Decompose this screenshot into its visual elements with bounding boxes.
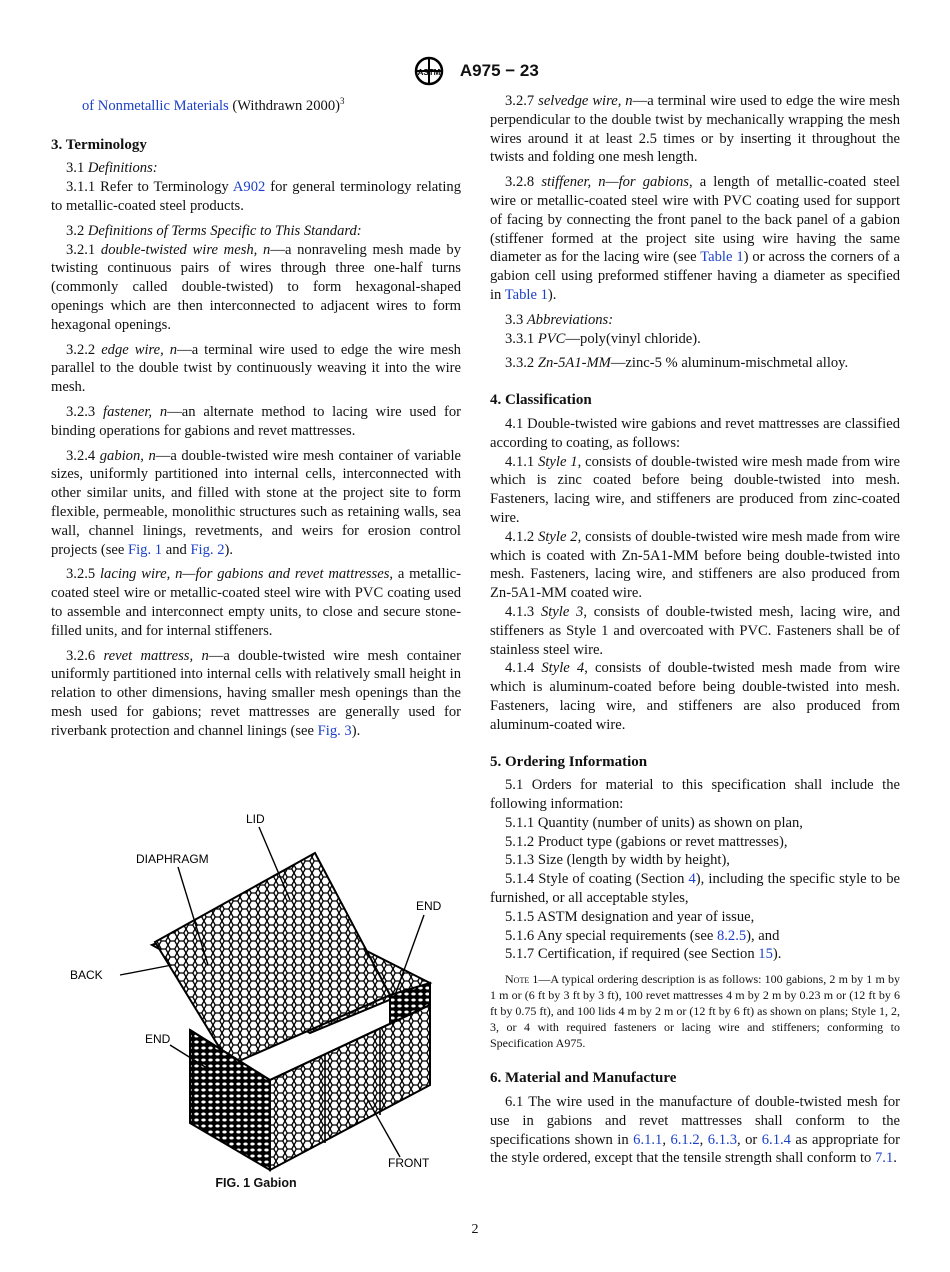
section-3-title: 3. Terminology [51, 136, 147, 153]
fig1-link[interactable]: Fig. 1 [128, 541, 163, 558]
para-3-1: 3.1 Definitions: [66, 160, 158, 177]
link-6-1-3[interactable]: 6.1.3 [707, 1131, 737, 1148]
para-4-1-2: 4.1.2 Style 2, consists of double-twisted wire mesh made from wire which is coated with Zn-5A1-MM before being double-twisted into mesh. Fasteners, lacing wire, and stiffeners are also produced from Zn-5A1-MM coated wire. [490, 528, 900, 602]
label-end-top: END [416, 899, 442, 913]
para-5-1-1: 5.1.1 Quantity (number of units) as shown on plan, [505, 814, 803, 831]
continued-reference: of Nonmetallic Materials (Withdrawn 2000)$^3$ [82, 96, 345, 114]
para-5-1: 5.1 Orders for material to this specification shall include the following information: [490, 777, 900, 813]
gabion-figure [60, 805, 460, 1200]
svg-text:ASTM: ASTM [417, 68, 441, 77]
para-3-1-1: 3.1.1 Refer to Terminology A902 for general terminology relating to metallic-coated steel products. [51, 179, 461, 215]
para-4-1-4: 4.1.4 Style 4, consists of double-twisted mesh made from wire which is aluminum-coated before being double-twisted into mesh. Fasteners, lacing wire, and stiffeners are also produced from aluminum-coated wire. [490, 660, 900, 733]
para-3-2-7: 3.2.7 selvedge wire, n—a terminal wire used to edge the wire mesh perpendicular to the double twist by mechanically wrapping the mesh wires around it at least 2.5 times or by inserting it throughout the twists and folding one mesh length. [490, 93, 900, 166]
right-column [490, 92, 900, 1168]
para-5-1-7: 5.1.7 Certification, if required (see Section 15). [505, 946, 782, 963]
left-column [51, 92, 461, 741]
link-6-1-4[interactable]: 6.1.4 [761, 1131, 791, 1148]
label-end-left: END [145, 1032, 171, 1046]
page-number: 2 [471, 1222, 479, 1237]
para-5-1-5: 5.1.5 ASTM designation and year of issue, [505, 908, 755, 925]
section-5-title: 5. Ordering Information [490, 753, 648, 770]
designation: A975 − 23 [459, 61, 539, 80]
label-front: FRONT [388, 1156, 430, 1170]
link-6-1-1[interactable]: 6.1.1 [633, 1131, 663, 1148]
astm-logo-icon [411, 56, 447, 86]
label-lid: LID [246, 812, 265, 826]
para-3-2: 3.2 Definitions of Terms Specific to This Standard: [66, 222, 362, 239]
para-5-1-3: 5.1.3 Size (length by width by height), [505, 852, 730, 869]
para-3-3-1: 3.3.1 PVC—poly(vinyl chloride). [505, 330, 701, 347]
fig3-link[interactable]: Fig. 3 [317, 722, 352, 739]
label-diaphragm: DIAPHRAGM [136, 852, 209, 866]
section-4-title: 4. Classification [490, 392, 592, 409]
para-5-1-6: 5.1.6 Any special requirements (see 8.2.5), and [505, 927, 780, 944]
section-6-title: 6. Material and Manufacture [490, 1070, 677, 1087]
para-3-2-8: 3.2.8 stiffener, n—for gabions, a length of metallic-coated steel wire or metallic-coated steel wire with PVC coating used for support of facing by connecting the front panel to the back panel of a gabion (stiffener formed at the project site using wire having the same diameter as for the lacing wire (see Table 1) or across the corners of a gabion cell using preformed stiffener having a diameter as specified in Table 1). [490, 174, 900, 303]
para-3-3: 3.3 Abbreviations: [505, 311, 614, 328]
para-4-1-1: 4.1.1 Style 1, consists of double-twisted wire mesh made from wire which is zinc coated before being double-twisted into mesh. Fasteners, lacing wire, and stiffeners are produced from zinc-coated wire. [490, 453, 900, 526]
a902-link[interactable]: A902 [232, 179, 266, 196]
note-1: Note 1—A typical ordering description is as follows: 100 gabions, 2 m by 1 m by 1 m or (6 ft by 3 ft by 3 ft), 100 revet mattresses 4 m by 2 m by 0.23 m or (12 ft by 6 ft by 0.75 ft), and 100 lids 4 m by 2 m or (12 ft by 6 ft) as shown on plans; Style 1, 2, 3, or 4 with required fasteners or lacing wire and stiffeners; conforming to Specification A975. [490, 972, 900, 1051]
para-6-1: 6.1 The wire used in the manufacture of double-twisted mesh for use in gabions and revet mattresses shall conform to the specifications shown in 6.1.1, 6.1.2, 6.1.3, or 6.1.4 as appropriate for the style ordered, except that the tensile strength shall conform to 7.1. [490, 1094, 900, 1167]
para-4-1: 4.1 Double-twisted wire gabions and revet mattresses are classified according to coating, as follows: [490, 415, 900, 451]
link-6-1-2[interactable]: 6.1.2 [670, 1131, 700, 1148]
section-8-2-5-link[interactable]: 8.2.5 [716, 927, 747, 944]
para-3-2-6: 3.2.6 revet mattress, n—a double-twisted wire mesh container uniformly partitioned into internal cells with relatively small height in relation to other dimensions, having smaller mesh openings than the mesh used for gabions; revet mattresses are generally used for riverbank protection and channel linings (see Fig. 3). [51, 647, 461, 739]
para-3-2-5: 3.2.5 lacing wire, n—for gabions and revet mattresses, a metallic-coated steel wire or metallic-coated steel wire with PVC coating used to assemble and interconnect empty units, to close and secure stone-filled units, and for internal stiffeners. [51, 566, 461, 639]
table1-link[interactable]: Table 1 [700, 249, 744, 266]
para-4-1-3: 4.1.3 Style 3, consists of double-twisted mesh, lacing wire, and stiffeners as Style 1 and overcoated with PVC. Fasteners shall be of stainless steel wire. [490, 603, 901, 658]
para-5-1-2: 5.1.2 Product type (gabions or revet mattresses), [505, 833, 788, 850]
section-4-link[interactable]: 4 [688, 871, 696, 888]
para-3-2-2: 3.2.2 edge wire, n—a terminal wire used to edge the wire mesh parallel to the double twist by continuously weaving it into the wire mesh. [51, 341, 461, 396]
para-3-2-1: 3.2.1 double-twisted wire mesh, n—a nonraveling mesh made by twisting continuous pairs of wires through three one-half turns (commonly called double-twisted) to form hexagonal-shaped openings which are then interconnected to adjacent wires to form hexagonal openings. [51, 241, 461, 333]
reference-link[interactable]: of Nonmetallic Materials [82, 97, 229, 114]
label-back: BACK [70, 968, 103, 982]
para-3-3-2: 3.3.2 Zn-5A1-MM—zinc-5 % aluminum-mischmetal alloy. [505, 355, 849, 372]
section-15-link[interactable]: 15 [758, 946, 773, 963]
figure-caption: FIG. 1 Gabion [215, 1176, 297, 1190]
page-header [0, 56, 950, 86]
fig2-link[interactable]: Fig. 2 [190, 541, 225, 558]
para-3-2-3: 3.2.3 fastener, n—an alternate method to lacing wire used for binding operations for gabions and revet mattresses. [51, 404, 461, 439]
link-7-1[interactable]: 7.1 [875, 1150, 894, 1167]
para-3-2-4: 3.2.4 gabion, n—a double-twisted wire mesh container of variable sizes, uniformly partitioned into internal cells, interconnected with other similar units, and filled with stone at the project site to form flexible, permeable, monolithic structures such as retaining walls, sea wall, channel linings, revetments, and weirs for erosion control projects (see Fig. 1 and Fig. 2). [51, 447, 461, 558]
para-5-1-4: 5.1.4 Style of coating (Section 4), including the specific style to be furnished, or all acceptable styles, [490, 871, 900, 907]
table1-link-2[interactable]: Table 1 [504, 286, 548, 303]
